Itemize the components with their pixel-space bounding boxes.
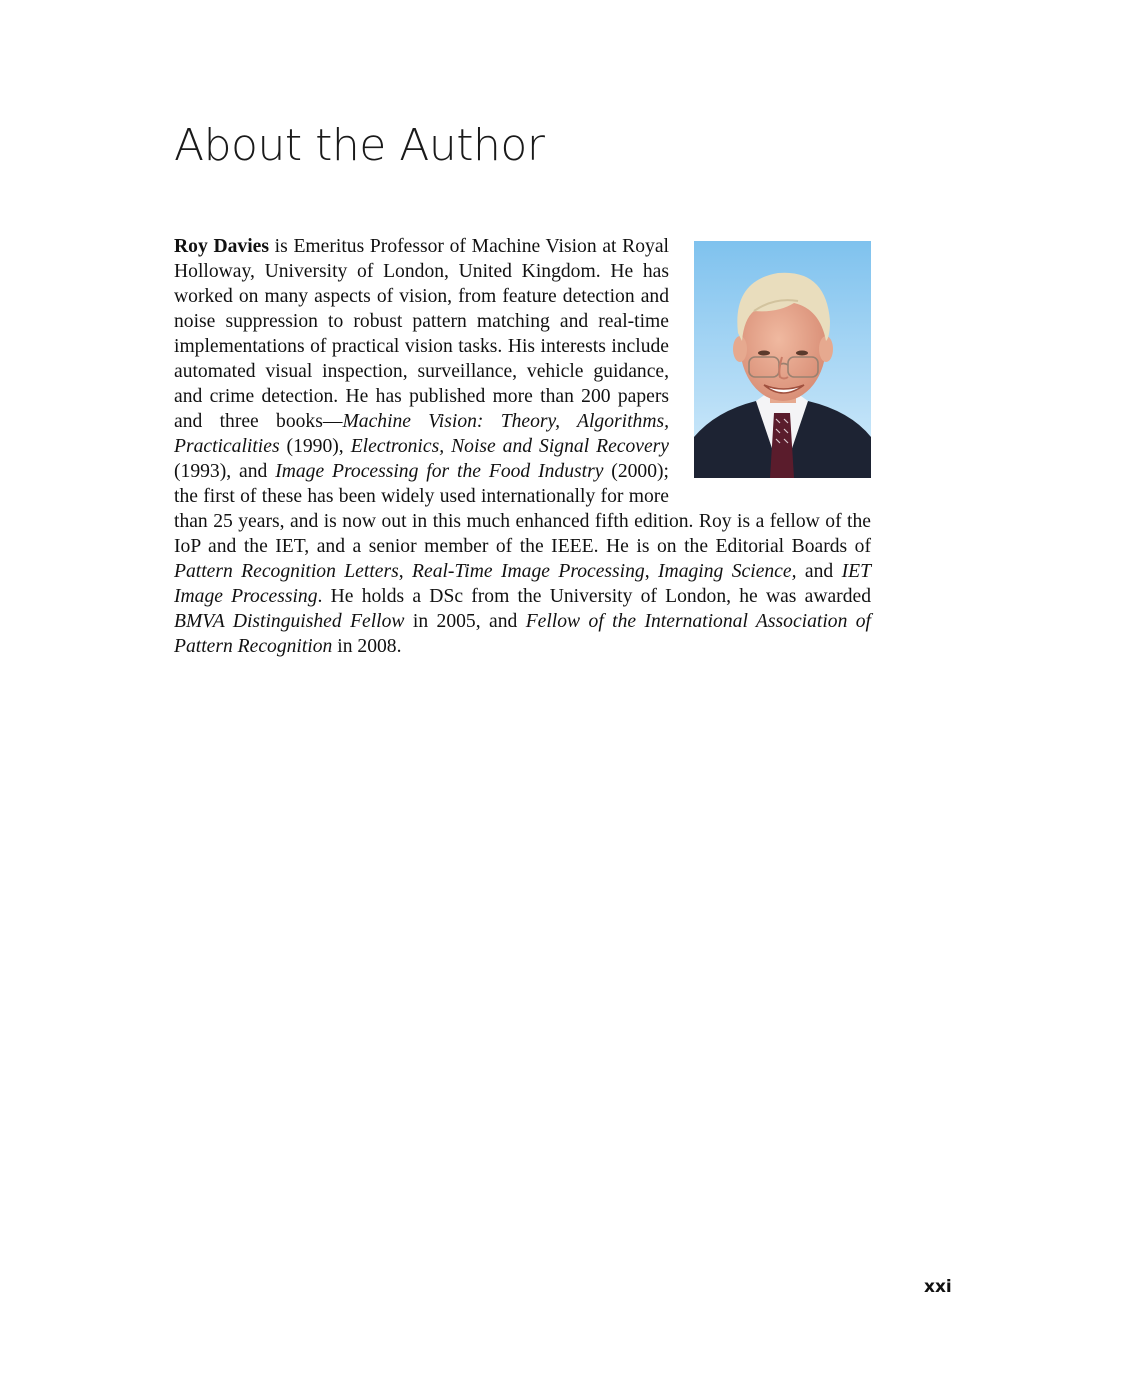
- tie: [770, 413, 794, 478]
- author-photo: [694, 241, 871, 478]
- book-title: Machine Vision: Theory, Algorithms, Practicalities: [174, 411, 669, 457]
- book-title: Image Processing for the Food Industry: [275, 461, 604, 482]
- page-number: xxi: [924, 1277, 952, 1297]
- journal-title: Imaging Science,: [658, 561, 797, 582]
- award-title: Fellow of the International Association of Pattern Recognition: [174, 611, 872, 657]
- right-eye: [796, 351, 808, 356]
- author-name: Roy Davies: [174, 236, 269, 257]
- journal-title: Real-Time Image Processing: [412, 561, 645, 582]
- author-bio: Roy Davies is Emeritus Professor of Machine Vision at Royal Holloway, University of London, United Kingdom. He has worked on many aspects of vision, from feature detection and noise suppression to robust pattern matching and real-time implementations of practical vision tasks. His interests include automated visual inspection, surveillance, vehicle guidance, and crime detection. He has published more than 200 papers and three books—Machine Vision: Theory, Algorithms, Practicalities (1990), Electronics, Noise and Signal Recovery (1993), and Image Processing for the Food Industry (2000); the first of these has been widely used internationally for more than 25 years, and is now out in this much enhanced fifth edition. Roy is a fellow of the IoP and the IET, and a senior member of the IEEE. He is on the Editorial Boards of Pattern Recognition Letters, Real-Time Image Processing, Imaging Science, and IET Image Processing. He holds a DSc from the University of London, he was awarded BMVA Distinguished Fellow in 2005, and Fellow of the International Association of Pattern Recognition in 2008.: [174, 236, 872, 657]
- left-ear: [733, 336, 747, 362]
- left-eye: [758, 351, 770, 356]
- journal-title: IET Image Processing: [174, 561, 871, 607]
- page-title: About the Author: [174, 120, 545, 171]
- book-title: Electronics, Noise and Signal Recovery: [350, 436, 669, 457]
- journal-title: Pattern Recognition Letters: [174, 561, 399, 582]
- award-title: BMVA Distinguished Fellow: [174, 611, 405, 632]
